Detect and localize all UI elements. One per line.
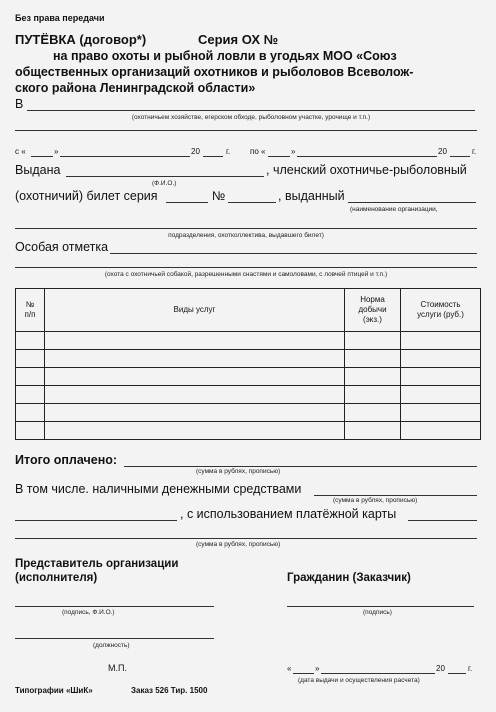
- series-label: Серия ОХ №: [198, 32, 279, 47]
- total-paid-label: Итого оплачено:: [15, 453, 118, 467]
- dept-hint: подразделения, охотколлектива, выдавшего билет): [168, 232, 324, 239]
- period-to-day[interactable]: [268, 156, 290, 157]
- representative-position-field[interactable]: [15, 638, 214, 639]
- total-paid-field[interactable]: [124, 466, 477, 467]
- position-hint: (должность): [93, 642, 130, 649]
- cash-hint: (сумма в рублях, прописью): [333, 497, 418, 504]
- card-hint: (сумма в рублях, прописью): [196, 541, 281, 548]
- date-year-prefix: 20: [436, 664, 445, 673]
- issue-date-month[interactable]: [321, 673, 435, 674]
- col-number-header: [16, 289, 45, 332]
- table-row: [16, 350, 481, 368]
- representative-signature-field[interactable]: [15, 606, 214, 607]
- table-header-row: [16, 289, 481, 332]
- period-to-g: г.: [472, 147, 477, 156]
- stamp-place: М.П.: [108, 663, 127, 673]
- card-amount-field-3[interactable]: [15, 538, 477, 539]
- special-mark-field-2[interactable]: [15, 267, 477, 268]
- table-cell[interactable]: [401, 350, 481, 368]
- date-close: »: [315, 664, 320, 673]
- issued-by-field[interactable]: [348, 202, 476, 203]
- issued-label: Выдана: [15, 163, 61, 177]
- subtitle-line-1: на право охоты и рыбной ловли в угодьях МОО «Союз: [53, 49, 397, 63]
- issue-date-day[interactable]: [293, 673, 314, 674]
- member-label: , членский охотничье-рыболовный: [266, 163, 467, 177]
- date-open: «: [287, 664, 292, 673]
- table-cell[interactable]: [401, 386, 481, 404]
- ticket-series-field[interactable]: [166, 202, 208, 203]
- location-field[interactable]: [27, 110, 475, 111]
- col-cost-header: [401, 289, 481, 332]
- location-field-2[interactable]: [15, 130, 477, 131]
- period-from-g: г.: [226, 147, 231, 156]
- card-label: , с использованием платёжной карты: [180, 507, 397, 521]
- total-paid-hint: (сумма в рублях, прописью): [196, 468, 281, 475]
- fio-hint: (Ф.И.О.): [152, 180, 177, 187]
- citizen-label: Гражданин (Заказчик): [287, 572, 411, 584]
- period-from-day[interactable]: [31, 156, 53, 157]
- period-to-month[interactable]: [297, 156, 437, 157]
- issue-date-year[interactable]: [448, 673, 466, 674]
- table-row: [16, 332, 481, 350]
- ticket-number-field[interactable]: [228, 202, 276, 203]
- representative-label-2: (исполнителя): [15, 572, 98, 584]
- period-to-open: по «: [250, 147, 266, 156]
- card-amount-field-2[interactable]: [408, 520, 477, 521]
- period-from-year-prefix: 20: [191, 147, 200, 156]
- col-number-label: № п/п: [24, 300, 36, 319]
- special-mark-label: Особая отметка: [15, 240, 109, 254]
- period-to-year-prefix: 20: [438, 147, 447, 156]
- table-cell[interactable]: [401, 332, 481, 350]
- table-cell[interactable]: [16, 404, 45, 422]
- table-cell[interactable]: [345, 404, 401, 422]
- issued-by-label: , выданный: [278, 189, 345, 203]
- table-cell[interactable]: [45, 368, 345, 386]
- table-cell[interactable]: [345, 368, 401, 386]
- card-amount-field[interactable]: [15, 520, 177, 521]
- table-cell[interactable]: [45, 422, 345, 440]
- cash-label: В том числе. наличными денежными средствами: [15, 482, 302, 496]
- period-from-open: с «: [15, 147, 26, 156]
- col-service-label: Виды услуг: [173, 305, 216, 314]
- printer-name: Типографии «ШиК»: [15, 686, 93, 695]
- subtitle-line-2: общественных организаций охотников и рыболовов Всеволож-: [15, 65, 414, 79]
- citizen-signature-hint: (подпись): [363, 609, 392, 616]
- table-row: [16, 386, 481, 404]
- table-cell[interactable]: [401, 422, 481, 440]
- issued-fio-field[interactable]: [66, 176, 264, 177]
- table-row: [16, 404, 481, 422]
- no-transfer-note: Без права передачи: [15, 13, 105, 23]
- services-table: [15, 288, 481, 440]
- period-to-year[interactable]: [450, 156, 470, 157]
- table-cell[interactable]: [345, 422, 401, 440]
- table-cell[interactable]: [16, 386, 45, 404]
- print-order: Заказ 526 Тир. 1500: [131, 686, 208, 695]
- table-cell[interactable]: [16, 368, 45, 386]
- table-cell[interactable]: [45, 386, 345, 404]
- table-cell[interactable]: [16, 350, 45, 368]
- table-row: [16, 368, 481, 386]
- table-cell[interactable]: [401, 404, 481, 422]
- table-cell[interactable]: [345, 386, 401, 404]
- period-from-month[interactable]: [60, 156, 190, 157]
- location-hint: (охотничьем хозяйстве, егерском обходе, рыболовном участке, урочище и т.п.): [131, 114, 371, 121]
- location-prefix: В: [15, 97, 24, 111]
- subtitle-line-3: ского района Ленинградской области»: [15, 81, 256, 95]
- table-cell[interactable]: [401, 368, 481, 386]
- date-hint: (дата выдачи и осуществления расчета): [298, 677, 420, 684]
- col-norm-label: Норма добычи (экз.): [358, 295, 387, 324]
- table-cell[interactable]: [345, 350, 401, 368]
- table-cell[interactable]: [45, 350, 345, 368]
- date-g: г.: [468, 664, 473, 673]
- representative-label-1: Представитель организации: [15, 558, 179, 570]
- issued-by-field-2[interactable]: [15, 228, 477, 229]
- representative-signature-hint: (подпись, Ф.И.О.): [62, 609, 115, 616]
- ticket-number-label: №: [212, 189, 226, 203]
- table-cell[interactable]: [45, 404, 345, 422]
- col-cost-label: Стоимость услуги (руб.): [417, 300, 464, 319]
- document-title: ПУТЁВКА (договор*): [15, 32, 147, 47]
- table-cell[interactable]: [16, 332, 45, 350]
- col-service-header: [45, 289, 345, 332]
- org-hint: (наименование организации,: [350, 206, 438, 213]
- table-row: [16, 422, 481, 440]
- period-from-year[interactable]: [203, 156, 223, 157]
- table-cell[interactable]: [45, 332, 345, 350]
- ticket-label: (охотничий) билет серия: [15, 189, 158, 203]
- table-cell[interactable]: [16, 422, 45, 440]
- period-to-close: »: [291, 147, 296, 156]
- special-mark-hint: (охота с охотничьей собакой, разрешенными снастями и самоловами, с ловчей птицей и т.п.): [104, 271, 388, 278]
- citizen-signature-field[interactable]: [287, 606, 474, 607]
- cash-field[interactable]: [314, 495, 477, 496]
- col-norm-header: [345, 289, 401, 332]
- special-mark-field[interactable]: [110, 253, 477, 254]
- period-from-close: »: [54, 147, 59, 156]
- table-cell[interactable]: [345, 332, 401, 350]
